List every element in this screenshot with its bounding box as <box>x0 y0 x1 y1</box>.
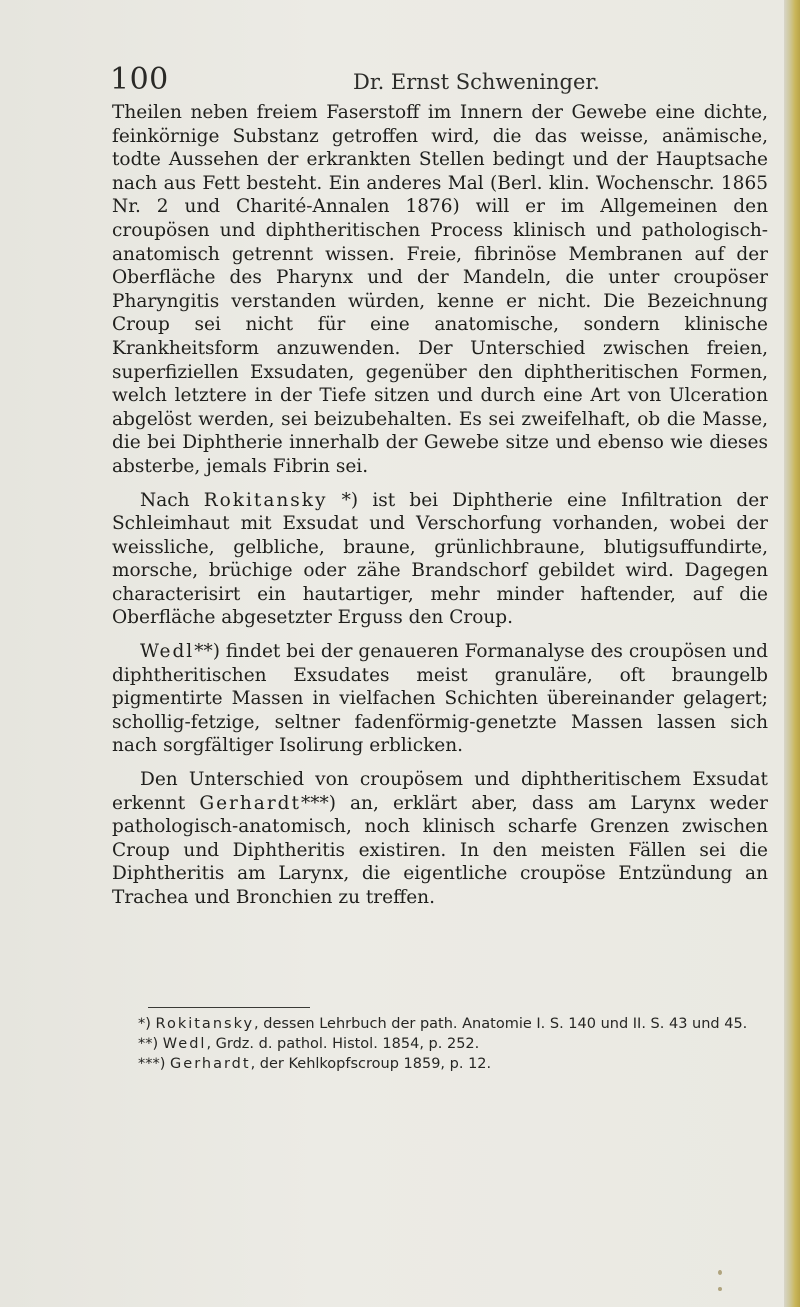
footnote-3-text: , der Kehlkopfscroup 1859, p. 12. <box>250 1056 492 1072</box>
footnote-ref-3: ***) <box>300 792 336 814</box>
footnote-3-author: Gerhardt <box>170 1056 251 1072</box>
body-text <box>112 101 768 910</box>
footnote-2-author: Wedl <box>162 1036 207 1052</box>
footnote-1 <box>112 1014 768 1034</box>
paragraph-4 <box>112 768 768 910</box>
paragraph-2-lead: Nach <box>140 489 204 511</box>
footnote-1-text: , dessen Lehrbuch der path. Anatomie I. S. 140 und II. S. 43 und 45. <box>254 1016 748 1032</box>
page-edge-strip <box>784 0 800 1307</box>
paragraph-2 <box>112 489 768 631</box>
footnote-1-mark: *) <box>138 1016 151 1032</box>
footnote-ref-2: **) <box>194 641 220 663</box>
page-number: 100 <box>110 62 169 97</box>
paragraph-4-lead: Den Unterschied von croupösem und diphtheritischem Exsudat erkennt <box>112 769 768 814</box>
paragraph-2-text: ist bei Diphtherie eine Infiltration der Schleimhaut mit Exsudat und Verschorfung vorhanden, wobei der weissliche, gelbliche, braune, grünlichbraune, blutigsuffundirte, morsche, brüchige oder zähe Brandschorf gebildet wird. Dagegen characterisirt ein hautartiger, mehr minder haftender, auf die Oberfläche abgesetzter Erguss den Croup. <box>112 489 768 629</box>
paragraph-4-text: an, erklärt aber, dass am Larynx weder pathologisch-anatomisch, noch klinisch scharfe Grenzen zwischen Croup und Diphtheritis existiren. In den meisten Fällen sei die Diphtheritis am Larynx, die eigentliche croupöse Entzündung an Trachea und Bronchien zu treffen. <box>112 792 768 908</box>
paragraph-3-text: findet bei der genaueren Formanalyse des croupösen und diphtheritischen Exsudates meist granuläre, oft braungelb pigmentirte Massen in vielfachen Schichten übereinander gelagert; schollig-fetzige, seltner fadenförmig-genetzte Massen lassen sich nach sorgfältiger Isolirung erblicken. <box>112 641 768 757</box>
running-head: Dr. Ernst Schweninger. <box>353 70 600 94</box>
footnotes <box>112 1014 768 1074</box>
author-wedl: Wedl <box>140 641 195 663</box>
footnote-3-mark: ***) <box>138 1056 166 1072</box>
footnote-2-text: , Grdz. d. pathol. Histol. 1854, p. 252. <box>206 1036 480 1052</box>
footnote-2-mark: **) <box>138 1036 159 1052</box>
paper-speck <box>718 1270 722 1275</box>
footnote-2 <box>112 1034 768 1054</box>
author-gerhardt: Gerhardt <box>199 792 301 814</box>
author-rokitansky: Rokitansky <box>203 489 328 511</box>
footnote-1-author: Rokitansky <box>155 1016 255 1032</box>
paragraph-1: Theilen neben freiem Faserstoff im Innern der Gewebe eine dichte, feinkörnige Substanz getroffen wird, die das weisse, anämische, todte Aussehen der erkrankten Stellen bedingt und der Hauptsache nach aus Fett besteht. Ein anderes Mal (Berl. klin. Wochenschr. 1865 Nr. 2 und Charité-Annalen 1876) will er im Allgemeinen den croupösen und diphtheritischen Process klinisch und pathologisch-anatomisch getrennt wissen. Freie, fibrinöse Membranen auf der Oberfläche des Pharynx und der Mandeln, die unter croupöser Pharyngitis verstanden würden, kenne er nicht. Die Bezeichnung Croup sei nicht für eine anatomische, sondern klinische Krankheitsform anzuwenden. Der Unterschied zwischen freien, superfiziellen Exsudaten, gegenüber den diphtheritischen Formen, welch letztere in der Tiefe sitzen und durch eine Art von Ulceration abgelöst werden, sei beizubehalten. Es sei zweifelhaft, ob die Masse, die bei Diphtherie innerhalb der Gewebe sitze und ebenso wie dieses absterbe, jemals Fibrin sei. <box>112 102 768 477</box>
footnote-ref-1: *) <box>341 489 359 511</box>
footnote-3 <box>112 1054 768 1074</box>
footnote-rule <box>148 1007 310 1008</box>
paper-speck <box>718 1287 722 1291</box>
paragraph-3 <box>112 640 768 758</box>
